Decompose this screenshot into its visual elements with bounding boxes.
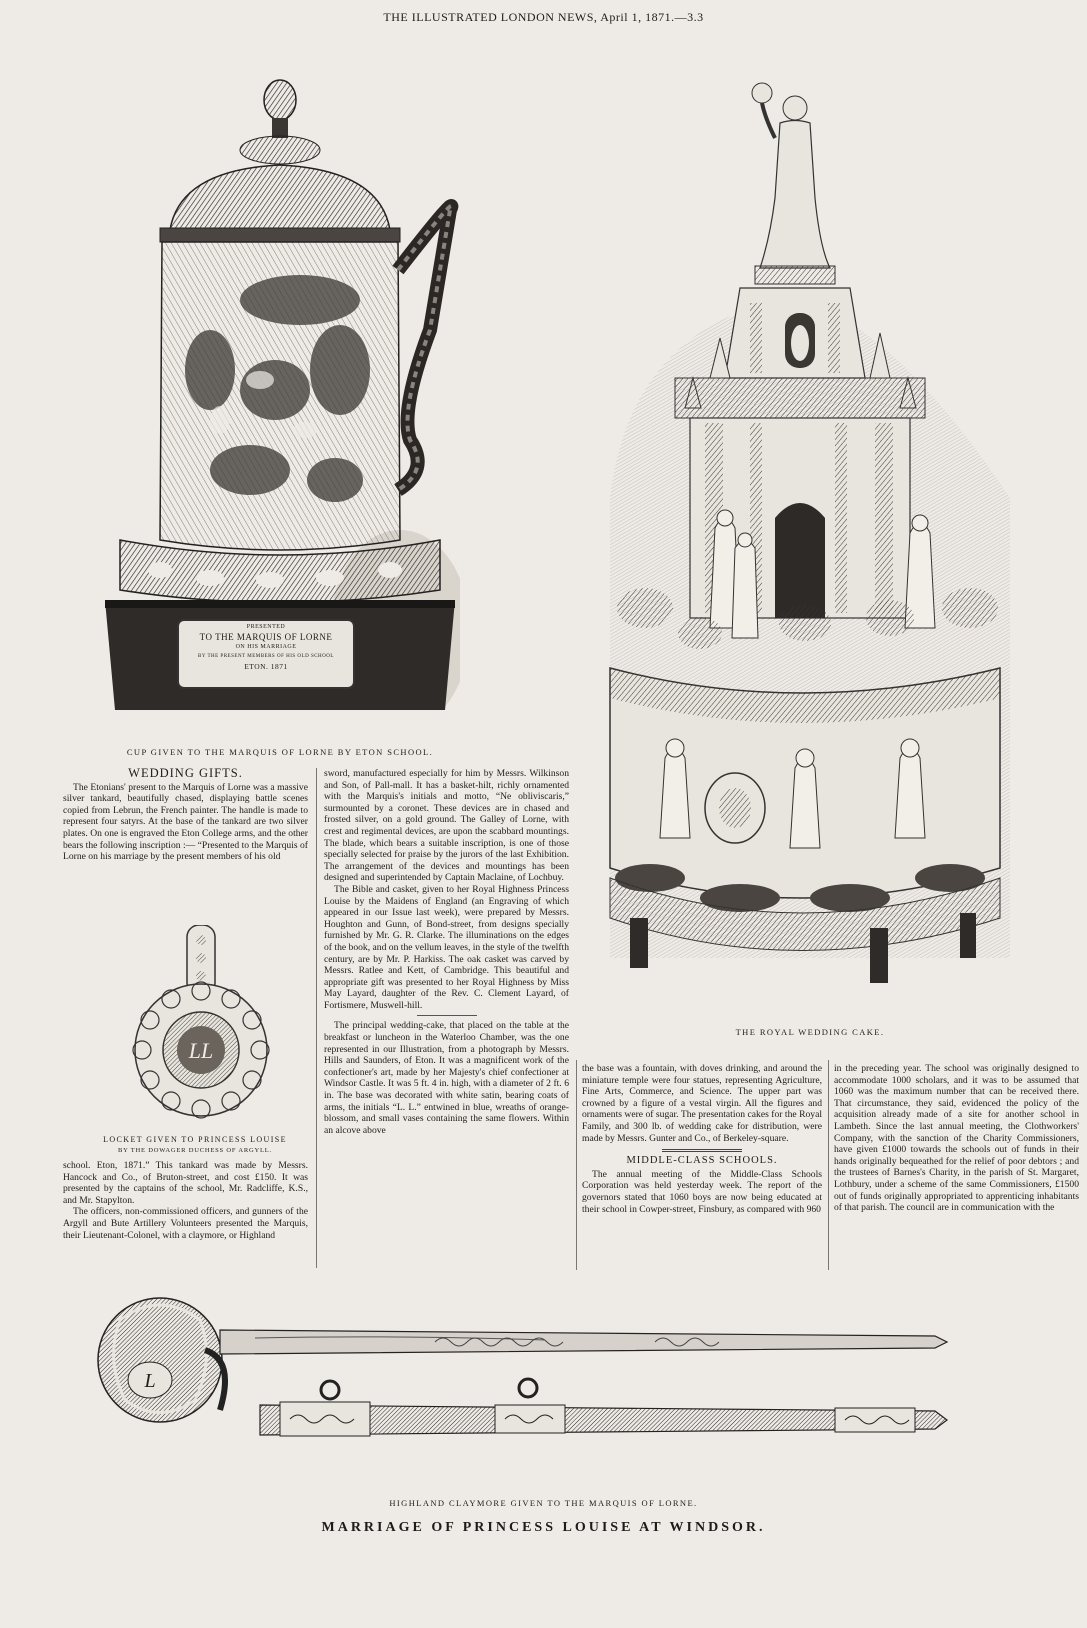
page-title: MARRIAGE OF PRINCESS LOUISE AT WINDSOR. bbox=[321, 1520, 766, 1535]
cake-illustration bbox=[590, 78, 1050, 1018]
article-paragraph: The Etonians' present to the Marquis of Lorne was a massive silver tankard, beautifully chased, displaying battle scenes copied from Lebrun, the French painter. The handle is made to represent four satyrs. At the base of the tankard are two silver plates. On one is engraved the Eton College arms, and the other bears the following inscription :— “Presented to the Marquis of Lorne on his marriage by the present members of his old bbox=[63, 781, 308, 863]
tankard-illustration bbox=[100, 70, 460, 710]
column-divider bbox=[828, 1060, 829, 1270]
cake-caption: THE ROYAL WEDDING CAKE. bbox=[735, 1027, 885, 1037]
article-column-4 bbox=[834, 1063, 1079, 1273]
claymore-caption: HIGHLAND CLAYMORE GIVEN TO THE MARQUIS OF LORNE. bbox=[389, 1498, 698, 1508]
plate-line: BY THE PRESENT MEMBERS OF HIS OLD SCHOOL bbox=[198, 654, 334, 659]
locket-caption: LOCKET GIVEN TO PRINCESS LOUISE bbox=[103, 1135, 287, 1144]
article-paragraph: in the preceding year. The school was originally designed to accommodate 1000 scholars, and it was to be assumed that 1060 was the maximum number that can be received there. That circumstance, they said, evidenced the policy of the acquisition already made of a site for another school in Lambeth. Since the last annual meeting, the Clothworkers' Company, with the sanction of the Charity Commissioners, have given £1000 towards the schools out of funds in their hands originally bequeathed for the relief of poor debtors ; and the trustees of Barnes's Charity, in the parish of St. Margaret, Lothbury, under a scheme of the same Commissioners, £1500 out of funds originally appropriated to apprenticing inhabitants of that parish. The council are in communication with the bbox=[834, 1063, 1079, 1214]
plate-line: ETON. 1871 bbox=[244, 662, 288, 671]
svg-text:LL: LL bbox=[188, 1038, 214, 1063]
section-heading: MIDDLE-CLASS SCHOOLS. bbox=[626, 1155, 778, 1167]
section-rule bbox=[417, 1015, 477, 1016]
column-divider bbox=[576, 1060, 577, 1270]
plate-line: TO THE MARQUIS OF LORNE bbox=[199, 632, 333, 642]
article-heading: WEDDING GIFTS. bbox=[128, 768, 243, 780]
article-paragraph: The Bible and casket, given to her Royal Highness Princess Louise by the Maidens of England (an Engraving of which appeared in our Issue last week), were prepared by Messrs. Houghton and Gunn, of Bond-street, from designs specially furnished by Mr. G. R. Clarke. The illuminations on the edges of the book, and on the vellum leaves, in the style of the twelfth century, are by Mr. P. Harkiss. The oak casket was carved by Messrs. Ratlee and Kett, of Cambridge. This beautiful and appropriate gift was presented to her Royal Highness by Miss May Layard, daughter of the Rev. C. Clement Layard, of Fortismere, Muswell-hill. bbox=[324, 883, 569, 1011]
article-paragraph: the base was a fountain, with doves drinking, and around the miniature temple were four statues, representing Agriculture, Fine Arts, Commerce, and Science. The upper part was crowned by a figure of a vestal virgin. All the figures and ornaments were of sugar. The presentation cakes for the Royal Family, and 300 lb. of wedding cake for distribution, were made by Messrs. Gunter and Co., of Berkeley-square. bbox=[582, 1063, 822, 1144]
article-paragraph: school. Eton, 1871.” This tankard was made by Messrs. Hancock and Co., of Bruton-street, and cost £150. It was presented by the captains of the school, Mr. Radcliffe, K.S., and Mr. Stapylton. bbox=[63, 1160, 308, 1206]
article-paragraph: The officers, non-commissioned officers, and gunners of the Argyll and Bute Artillery Volunteers presented the Marquis, their Lieutenant-Colonel, with a claymore, or Highland bbox=[63, 1206, 308, 1241]
article-column-3 bbox=[582, 1063, 822, 1273]
article-column-1-top bbox=[63, 768, 308, 908]
claymore-illustration bbox=[95, 1280, 995, 1490]
tankard-caption: CUP GIVEN TO THE MARQUIS OF LORNE BY ETON SCHOOL. bbox=[126, 747, 434, 757]
article-paragraph: sword, manufactured especially for him by Messrs. Wilkinson and Son, of Pall-mall. It has a basket-hilt, richly ornamented with the Marquis's initials and motto, “Ne obliviscaris,” surmounted by a coronet. These devices are in chased and frosted silver, on a gold ground. The Galley of Lorne, with crest and regimental devices, are upon the scabbard mountings. The blade, which bears a suitable inscription, is one of those specially selected for praise by the jurors of the last Exhibition. The arrangement of the devices and mountings has been designed and superintended by Captain Maclaine, of Lochbuy. bbox=[324, 768, 569, 884]
inscription-plate bbox=[180, 622, 352, 672]
plate-line: ON HIS MARRIAGE bbox=[235, 644, 297, 650]
plate-line: PRESENTED bbox=[246, 624, 286, 630]
article-column-2 bbox=[324, 768, 569, 1273]
svg-text:L: L bbox=[144, 1370, 156, 1392]
locket-illustration bbox=[115, 925, 285, 1125]
article-paragraph: The principal wedding-cake, that placed on the table at the breakfast or luncheon in the Waterloo Chamber, was the one represented in our Illustration, from a photograph by Messrs. Hills and Saunders, of Eton. It was a magnificent work of the confectioner's art, made by her Majesty's chief confectioner at Windsor Castle. It was 5 ft. 4 in. high, with a diameter of 2 ft. 6 in. The base was decorated with white satin, bearing coats of arms, the initials “L. L.” entwined in blue, wreaths of orange-blossom, and small vases containing the same flowers. Within an alcove above bbox=[324, 1020, 569, 1136]
article-column-1-bottom bbox=[63, 1160, 308, 1270]
section-rule bbox=[662, 1149, 742, 1152]
article-paragraph: The annual meeting of the Middle-Class Schools Corporation was held yesterday week. The report of the governors stated that 1060 boys are now being educated at their school in Cowper-street, Finsbury, as compared with 960 bbox=[582, 1168, 822, 1215]
column-divider bbox=[316, 768, 317, 1268]
locket-subcaption: BY THE DOWAGER DUCHESS OF ARGYLL. bbox=[118, 1147, 272, 1154]
masthead: THE ILLUSTRATED LONDON NEWS, April 1, 1871.—3.3 bbox=[383, 10, 704, 24]
